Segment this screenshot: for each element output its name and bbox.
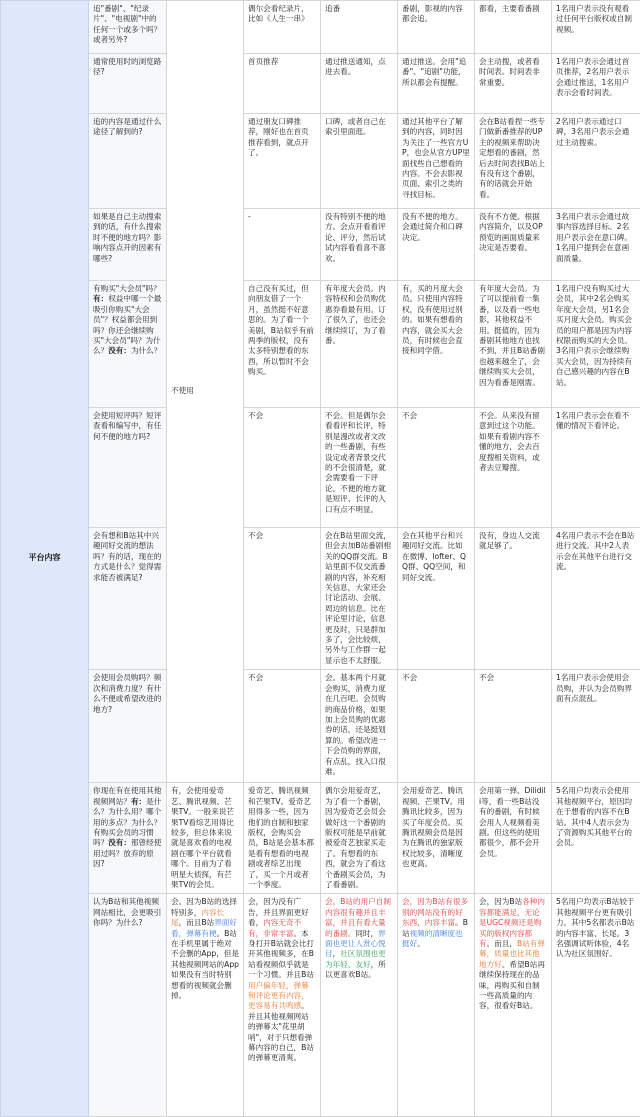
answer-cell: 不会 xyxy=(475,670,552,783)
answer-cell: 不会。从来没有留意到过这个功能。如果有看剧内容不懂的地方，会去百度搜相关资料，或者去豆瓣搜。 xyxy=(475,408,552,528)
answer-c4-span-3: 。 xyxy=(417,939,425,948)
answer-c2-span-1: 内容无奇不有，非常丰富 xyxy=(248,918,301,937)
answer-c5-span-2: 。而且， xyxy=(487,939,517,948)
answer-cell: 偶尔会看纪录片，比如《人生一串》 xyxy=(244,1,321,54)
question-cell: 追的内容是通过什么途径了解到的? xyxy=(89,114,167,209)
answer-cell: 没有特别不便的地方。会点开看看评论、评分，然后试试内容看看喜不喜欢。 xyxy=(321,209,398,281)
not-used-cell: 不使用 xyxy=(167,1,244,783)
summary-cell: 4名用户表示不会在B站进行交流。其中2人表示会在其他平台进行交流。 xyxy=(552,528,640,670)
summary-cell: 2名用户表示通过口碑，3名用户表示会通过主动搜索。 xyxy=(552,114,640,209)
summary-cell: 1名用户表示会通过首页推荐，2名用户表示会通过推送，1名用户表示会看时间表。 xyxy=(552,54,640,114)
summary-cell: 3名用户表示会通过故事内容选择目标。2名用户表示会在意口碑。1名用户提到会在意画面质量。 xyxy=(552,209,640,281)
summary-cell: 1名用户表示没有观看过任何平台版权或自制视频。 xyxy=(552,1,640,54)
answer-c2-span-4: 。并且其他视频网站的弹幕太"花里胡哨"，对于只想看弹幕内容的自己，B站的弹幕更清爽。 xyxy=(248,1001,314,1062)
table-row xyxy=(1,528,640,670)
answer-cell: 爱奇艺、腾讯视频和芒果TV。爱奇艺用得多一些，因为他们的自制和独家版权，会购买会员，B站是会基本都是看有想看的电视剧或者综艺出现了，买一个月或者一个季度。 xyxy=(244,783,321,894)
answer-c3-span-4: 社区氛围也更为年轻、友好 xyxy=(325,949,386,968)
question-cell: 认为B站和其他视频网站相比，会更吸引你吗？为什么? xyxy=(89,894,167,1117)
answer-cell: 自己没有买过，但向朋友借了一个月，虽然挺不好意思的。为了看一个美剧，B站似乎有前两季的版权，没有太多特别想看的东西，所以暂时不会购买。 xyxy=(244,281,321,408)
answer-cell xyxy=(244,894,321,1117)
answer-c2-span-0: 会，因为没有广告，并且界面更好看， xyxy=(248,897,309,927)
answer-cell: 偶尔会用爱奇艺，为了看一个番剧，因为爱奇艺会员会做好这一个番剧的版权可能是早前就被爱奇艺独家买走了。有想看的东西，就会为了看这个番剧买会员，为了看番剧。 xyxy=(321,783,398,894)
answer-c1-span-3: 界面好看，弹幕有梗 xyxy=(171,918,237,937)
answer-cell: 不会 xyxy=(398,408,475,528)
table-row xyxy=(1,209,640,281)
question-cell: 会有想和B站其中兴趣同好交流的想法吗？有的话，现在的方式是什么？觉得需求能否被满足? xyxy=(89,528,167,670)
answer-c6-span-0: 5名用户均表示B站较于其他视频平台更有吸引力。其中5名都表示B站的内容丰富、长尾。3名强调试听体验，4名认为社区氛围好。 xyxy=(556,897,634,958)
answer-cell: 没有不便的地方。会通过简介和口碑决定。 xyxy=(398,209,475,281)
summary-cell: 1名用户表示会使用会员购，并认为会员购界面有点混乱。 xyxy=(552,670,640,783)
table-row xyxy=(1,670,640,783)
table-row xyxy=(1,54,640,114)
table-row xyxy=(1,894,640,1117)
answer-c3-span-0: 会，B站的用户自制内容很有趣并且丰富，并且有看大量的番剧。 xyxy=(325,897,391,937)
question-cell: 有购买"大会员"吗？有：权益中哪一个最吸引你购买"大会员"？权益都会用到吗？你还会继续购买"大会员"吗？为什么？没有：为什么？ xyxy=(89,281,167,408)
question-cell: 会使用短评吗？短评查看和编写中，有任何不便的地方吗? xyxy=(89,408,167,528)
answer-cell: 通过推送。会用"追番"、"追剧"功能，所以都会有提醒。 xyxy=(398,54,475,114)
answer-c1-span-4: 。B站在手机里属于绝对不会删的App，但是其他视频网站的App如果没有当时特别想看的视频就会删掉。 xyxy=(171,929,239,1000)
table-row xyxy=(1,783,640,894)
answer-c5-span-3: B站有弹幕，质量也比其他地方好 xyxy=(479,939,545,969)
summary-cell: 5名用户均表示会使用其他视频平台，原因均在于想看的内容不在B站。其中4人表示会为了资源购买其他平台的会员。 xyxy=(552,783,640,894)
answer-cell: 不会 xyxy=(398,670,475,783)
answer-cell: 通过朋友口碑推荐，刚好也在首页推荐看到，就点开了。 xyxy=(244,114,321,209)
answer-cell: 追番 xyxy=(321,1,398,54)
answer-c3-span-2: 界面也更让人赏心悦目 xyxy=(325,929,386,959)
answer-c2-span-3: 用户偏年轻，弹幕和评论更有内容，更容易有共鸣感 xyxy=(248,981,309,1011)
answer-cell: 有，买的月度大会员。只使用内容特权，没有使用过别的。如果有想看的内容，就会买大会员，有时候也会直接和同学借。 xyxy=(398,281,475,408)
question-cell: 如果是自己主动搜索到的话，有什么搜索时不便的地方吗？影响内容点开的因素有哪些? xyxy=(89,209,167,281)
answer-c4-span-1: 。B站 xyxy=(402,918,468,937)
question-cell: 会使用会员购吗？频次和消费力度？有什么不便或希望改进的地方? xyxy=(89,670,167,783)
question-cell: 追"番剧"、"纪录片"、"电视剧"中的任何一个或多个吗？或者另外? xyxy=(89,1,167,54)
answer-cell: 会用第一弹、Dilidili等，看一些B站没有的番剧，有时候会用人人视频看美剧。但这些的使用都很少，都不会开会员。 xyxy=(475,783,552,894)
answer-cell: 会。基本两个月就会购买，消费力度在几百吧。会员购的商品价格，如果加上会员购的优惠券的话，还是挺划算的。希望改进一下会员购的界面，有点乱，找入口很难。 xyxy=(321,670,398,783)
answer-c3-span-3: ， xyxy=(333,949,341,958)
summary-cell: 1名用户没有购买过大会员，其中2名会购买年度大会员，另1名会买月度大会员。购买会员的用户都是因为内容权限而购买的大会员。3名用户表示会继续购买大会员，因为持续有自己感兴趣的内容在B站。 xyxy=(552,281,640,408)
table-row xyxy=(1,1,640,54)
answer-cell: 不会。但是偶尔会看看评和长评，特别是漫改或者文改的一些番剧，有些设定或者背景交代的不会很清楚，就会需要看一下评论。不便的地方就是短评、长评的入口有点不明显。 xyxy=(321,408,398,528)
answer-cell: 不会 xyxy=(244,408,321,528)
answer-c5-span-4: 。希望B站再继续保持现在的品味，再购买和自制一些高质量的内容，很看好B站。 xyxy=(479,960,545,1011)
answer-cell: 通过推送通知，点进去看。 xyxy=(321,54,398,114)
table-row xyxy=(1,114,640,209)
answer-c3-span-1: 同时， xyxy=(355,929,378,938)
answer-c4-span-2: 视频的清晰度也挺好 xyxy=(402,929,463,948)
answer-c1-span-0: 会。因为B站的选择特别多， xyxy=(171,897,237,916)
answer-cell: 会在其他平台和兴趣同好交流。比如在微博、lofter、QQ群、QQ空间，和同好交流。 xyxy=(398,528,475,670)
answer-c1-span-1: 内容长尾 xyxy=(171,908,224,927)
answer-cell: 番剧，影视的内容都会追。 xyxy=(398,1,475,54)
table-row xyxy=(1,408,640,528)
answer-cell: 不会 xyxy=(244,670,321,783)
answer-cell: 不会 xyxy=(244,528,321,670)
answer-cell: 都看，主要看番剧 xyxy=(475,1,552,54)
answer-cell: 首页推荐 xyxy=(244,54,321,114)
answer-cell: 会在B站里面交流，但会去加B站番剧相关的QQ群交流。B站里面不仅交流番剧的内容，补充相关信息，大家还会讨论活动、会展、周边的信息。比在评论里讨论，信息更及时，只是群加多了，会比较烦，另外与工作群一起显示也不太舒服。 xyxy=(321,528,398,670)
question-cell: 通常使用时的浏览路径? xyxy=(89,54,167,114)
answer-cell: - xyxy=(244,209,321,281)
answer-cell: 没有不方便。根据内容简介，以及OP预览的画面质量来决定是否要看。 xyxy=(475,209,552,281)
answer-cell: 口碑，或者自己在索引里面逛。 xyxy=(321,114,398,209)
answer-c1-span-2: ，而且B站 xyxy=(179,918,215,927)
summary-cell: 1名用户表示会在看不懂的情况下看评论。 xyxy=(552,408,640,528)
answer-cell: 没有，身边人交流就足够了。 xyxy=(475,528,552,670)
answer-cell: 会用爱奇艺、腾讯视频、芒果TV。用腾讯比较多，因为买了年度会员。买腾讯视频会员是因为在腾讯的独家版权比较多，清晰度也更高。 xyxy=(398,783,475,894)
answer-cell: 有年度大会员。内容特权和会员购优惠券看最有用。订了很久了，也还会继续续订，为了看番。 xyxy=(321,281,398,408)
answer-cell xyxy=(167,894,244,1117)
category-cell: 平台内容 xyxy=(1,1,89,1117)
answer-cell: 通过其他平台了解到的内容，同时因为关注了一些官方UP，也会从官方UP里面找些自己想看的内容。不会去影视页面、索引之类的寻找目标。 xyxy=(398,114,475,209)
answer-cell: 会在B站看捏一些专门做新番推荐的UP主的视频来帮助决定想看的番剧，然后去时间表找B站上有没有这个番剧，有的话就会开始看。 xyxy=(475,114,552,209)
answer-c3-span-5: ，所以更喜欢B站。 xyxy=(325,960,386,979)
summary-cell xyxy=(552,894,640,1117)
answer-c2-span-2: 。本身打开B站就会比打开其他视频多，在B站看视频似乎就是一个习惯。并且B站 xyxy=(248,929,314,980)
answer-cell: 有年度大会员。为了可以提前看一集番，以及看一些电影，其他权益不用。挺值的，因为番剧其他地方也找不到，并且B站番剧也越来越全了，会继续购买大会员，因为看番是刚需。 xyxy=(475,281,552,408)
answer-cell xyxy=(398,894,475,1117)
answer-cell xyxy=(321,894,398,1117)
table-row xyxy=(1,281,640,408)
answer-cell: 会主动搜，或者看时间表。时间表非常重要。 xyxy=(475,54,552,114)
answer-cell: 有，会使用爱奇艺、腾讯视频、芒果TV。一般来说芒果TV看综艺用得比较多，但总体来说就是喜欢看的电视剧在哪个平台就看哪个。目前为了看明星大侦探，有芒果TV的会员。 xyxy=(167,783,244,894)
answer-c5-span-1: 各种内容都能满足，无论是UGC视频还是购买的版权内容都有 xyxy=(479,897,545,948)
answer-c4-span-0: 会，因为B站有很多别的网站没有的好东西，内容丰富 xyxy=(402,897,468,927)
question-cell: 你现在有在使用其他视频网站？有：是什么？为什么用？哪个用的多点？为什么？有购买会员的习惯吗？没有：那曾经使用过吗？放弃的原因? xyxy=(89,783,167,894)
answer-c5-span-0: 会，因为B站 xyxy=(479,897,522,906)
answer-cell xyxy=(475,894,552,1117)
